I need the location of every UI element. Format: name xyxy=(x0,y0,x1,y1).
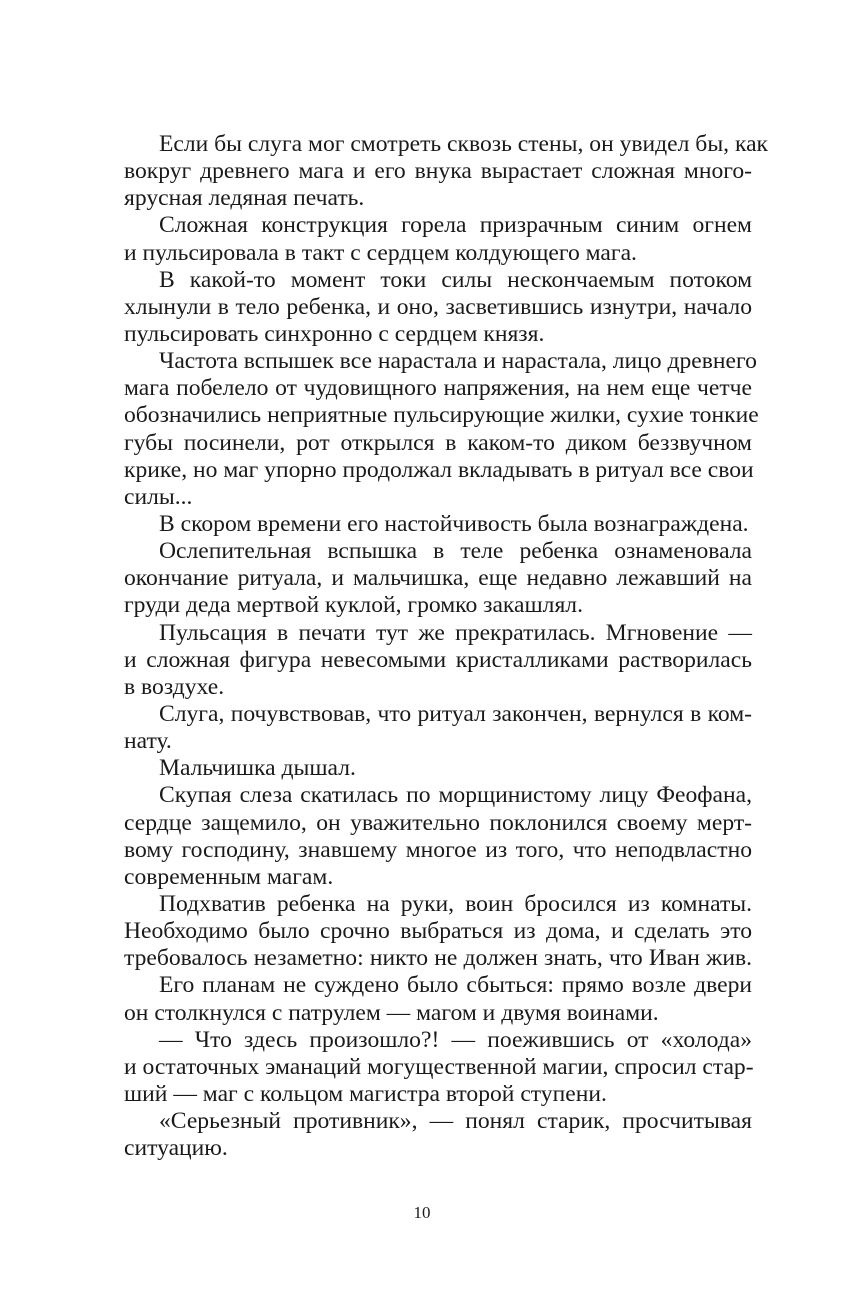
text-line: и остаточных эманаций могущественной магии, спросил стар- xyxy=(124,1053,754,1080)
text-line: Если бы слуга мог смотреть сквозь стены, он увидел бы, как xyxy=(159,131,769,157)
text-line: Пульсация в печати тут же прекратилась. Мгновение — xyxy=(159,619,752,646)
text-line: нату. xyxy=(124,728,172,755)
text-line: Частота вспышек все нарастала и нарастала, лицо древнего xyxy=(159,348,757,375)
text-line: губы посинели, рот открылся в каком-то диком беззвучном xyxy=(124,429,752,456)
text-line: сердце защемило, он уважительно поклонился своему мерт- xyxy=(124,809,752,836)
text-line: Необходимо было срочно выбраться из дома, и сделать это xyxy=(124,918,752,945)
text-line: Его планам не суждено было сбыться: прямо возле двери xyxy=(159,972,752,999)
text-line: обозначились неприятные пульсирующие жилки, сухие тонкие xyxy=(124,402,759,429)
text-line: Мальчишка дышал. xyxy=(159,755,356,782)
text-line: — Что здесь произошло?! — поежившись от «холода» xyxy=(159,1026,752,1053)
text-line: требовалось незаметно: никто не должен знать, что Иван жив. xyxy=(124,945,752,972)
body-text xyxy=(124,131,769,1162)
text-line: Слуга, почувствовав, что ритуал закончен, вернулся в ком- xyxy=(159,700,752,727)
text-line: вокруг древнего мага и его внука вырастает сложная много- xyxy=(124,158,752,185)
text-line: мага побелело от чудовищного напряжения, на нем еще четче xyxy=(124,375,752,402)
text-line: и пульсировала в такт с сердцем колдующего мага. xyxy=(124,239,637,266)
text-line: В какой-то момент токи силы нескончаемым потоком xyxy=(159,266,752,293)
text-line: ситуацию. xyxy=(124,1135,228,1162)
text-line: ший — маг с кольцом магистра второй ступени. xyxy=(124,1080,607,1107)
text-line: силы... xyxy=(124,483,193,510)
text-line: Сложная конструкция горела призрачным синим огнем xyxy=(159,212,752,239)
text-line: груди деда мертвой куклой, громко закашлял. xyxy=(124,592,583,619)
text-line: «Серьезный противник», — понял старик, просчитывая xyxy=(159,1108,752,1135)
text-line: пульсировать синхронно с сердцем князя. xyxy=(124,320,545,347)
text-line: современным магам. xyxy=(124,863,334,890)
text-line: В скором времени его настойчивость была вознаграждена. xyxy=(159,510,749,537)
text-line: Подхватив ребенка на руки, воин бросился из комнаты. xyxy=(159,890,752,917)
text-line: крике, но маг упорно продолжал вкладывать в ритуал все свои xyxy=(124,456,754,483)
text-line: вому господину, знавшему многое из того, что неподвластно xyxy=(124,836,752,863)
page-number: 10 xyxy=(413,1203,431,1222)
text-line: Ослепительная вспышка в теле ребенка ознаменовала xyxy=(159,538,752,565)
text-line: в воздухе. xyxy=(124,673,225,700)
text-line: хлынули в тело ребенка, и оно, засветившись изнутри, начало xyxy=(124,293,752,320)
text-line: и сложная фигура невесомыми кристалликами растворилась xyxy=(124,646,752,673)
text-line: окончание ритуала, и мальчишка, еще недавно лежавший на xyxy=(124,565,752,592)
text-line: Скупая слеза скатилась по морщинистому лицу Феофана, xyxy=(159,782,752,809)
text-line: он столкнулся с патрулем — магом и двумя воинами. xyxy=(124,999,659,1026)
text-line: ярусная ледяная печать. xyxy=(124,185,365,212)
